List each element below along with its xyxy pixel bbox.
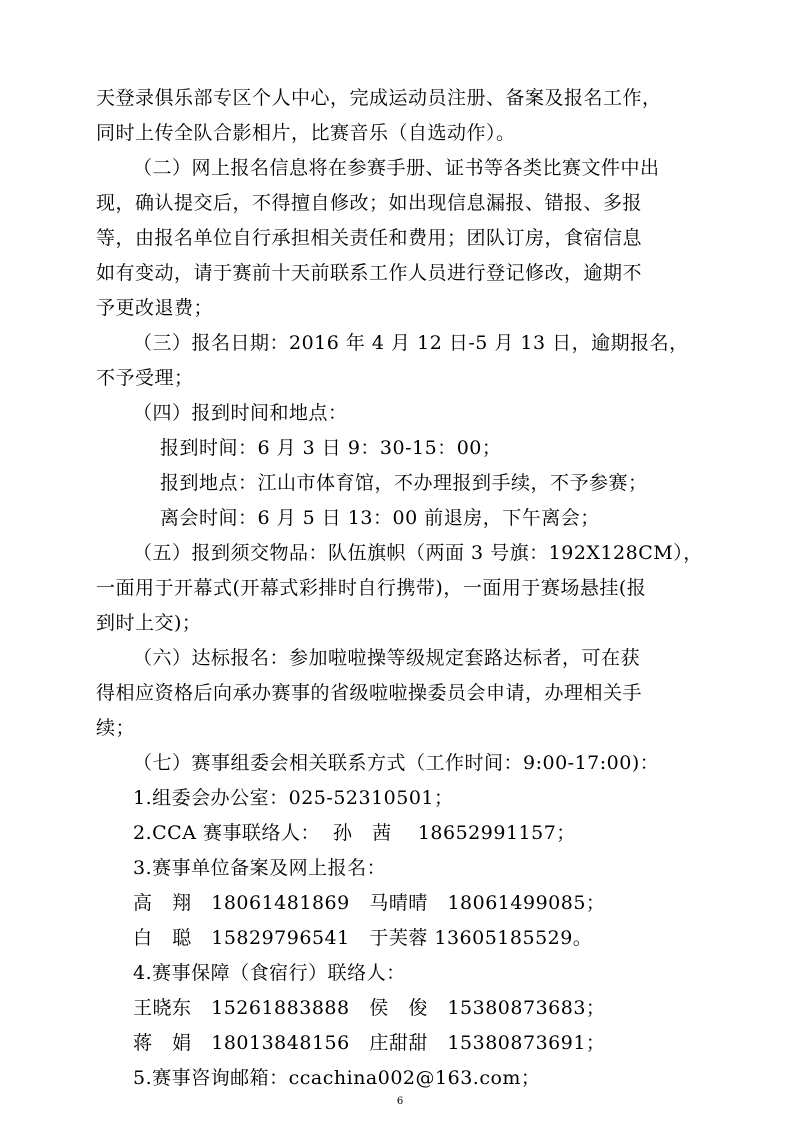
section-2-line: （二）网上报名信息将在参赛手册、证书等各类比赛文件中出 <box>133 157 660 179</box>
body-line: 续； <box>96 717 136 739</box>
body-line: 一面用于开幕式(开幕式彩排时自行携带)，一面用于赛场悬挂(报 <box>96 577 647 599</box>
section-6-line: （六）达标报名：参加啦啦操等级规定套路达标者，可在获 <box>133 647 641 669</box>
page-number: 6 <box>396 1096 404 1107</box>
body-line: 不予受理； <box>96 367 194 389</box>
body-line: 得相应资格后向承办赛事的省级啦啦操委员会申请，办理相关手 <box>96 682 643 704</box>
contact-cca-line: 2.CCA 赛事联络人： 孙 茜 18652991157； <box>133 822 576 844</box>
body-line: 如有变动，请于赛前十天前联系工作人员进行登记修改，逾期不 <box>96 262 643 284</box>
body-line: 同时上传全队合影相片，比赛音乐（自选动作）。 <box>96 122 516 144</box>
body-line: 予更改退费； <box>96 297 214 319</box>
section-3-line: （三）报名日期：2016 年 4 月 12 日-5 月 13 日，逾期报名， <box>133 332 689 354</box>
contact-registration-heading: 3.赛事单位备案及网上报名： <box>133 857 387 879</box>
body-line: 到时上交)； <box>96 612 202 634</box>
contact-logistics-line: 王晓东 15261883888 侯 俊 15380873683； <box>133 997 606 1019</box>
contact-registration-line: 白 聪 15829796541 于芙蓉 13605185529。 <box>133 927 593 949</box>
checkin-time-line: 报到时间：6 月 3 日 9：30-15：00； <box>160 437 502 459</box>
contact-logistics-line: 蒋 娟 18013848156 庄甜甜 15380873691； <box>133 1032 606 1054</box>
checkin-location-line: 报到地点：江山市体育馆，不办理报到手续，不予参赛； <box>160 472 648 494</box>
section-7-line: （七）赛事组委会相关联系方式（工作时间：9:00-17:00)： <box>133 752 660 774</box>
section-5-line: （五）报到须交物品：队伍旗帜（两面 3 号旗：192X128CM）， <box>133 542 703 564</box>
body-line: 现，确认提交后，不得擅自修改；如出现信息漏报、错报、多报 <box>96 192 643 214</box>
body-line: 天登录俱乐部专区个人中心，完成运动员注册、备案及报名工作， <box>96 87 662 109</box>
contact-email-line: 5.赛事咨询邮箱：ccachina002@163.com； <box>133 1067 541 1089</box>
contact-registration-line: 高 翔 18061481869 马晴晴 18061499085； <box>133 892 606 914</box>
contact-office-line: 1.组委会办公室：025-52310501； <box>133 787 454 809</box>
body-line: 等，由报名单位自行承担相关责任和费用；团队订房，食宿信息 <box>96 227 643 249</box>
section-4-line: （四）报到时间和地点： <box>133 402 348 424</box>
contact-logistics-heading: 4.赛事保障（食宿行）联络人： <box>133 962 406 984</box>
departure-time-line: 离会时间：6 月 5 日 13：00 前退房，下午离会； <box>160 507 600 529</box>
